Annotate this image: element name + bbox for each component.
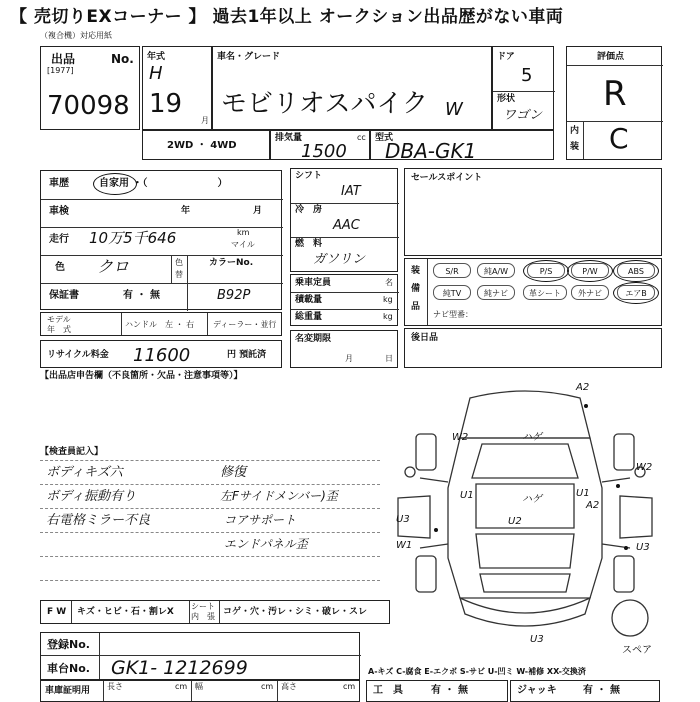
name-grade-box xyxy=(212,46,492,130)
mileage-label: 走行 xyxy=(49,234,69,245)
fuel-label: 燃 料 xyxy=(295,239,323,249)
name-change-day: 日 xyxy=(385,354,393,363)
shift-ac-fuel-box xyxy=(290,168,398,272)
inspector-right-line-4: エンドパネル歪 xyxy=(224,537,308,551)
inspector-left-line-3: 右電格ミラー不良 xyxy=(46,513,151,528)
color-value: クロ xyxy=(97,257,130,276)
recycle-suffix: 円 預託済 xyxy=(227,350,267,360)
color-no-label: カラーNo. xyxy=(209,258,254,268)
sheet-items: コゲ・穴・汚レ・シミ・破レ・スレ xyxy=(223,607,368,617)
dim-height-unit: cm xyxy=(343,682,356,691)
equip-power-steering: P/S xyxy=(527,263,565,278)
tools-value: 有 ・ 無 xyxy=(431,685,468,696)
grade-value: W xyxy=(445,99,463,120)
recycle-value: 11600 xyxy=(133,345,191,366)
warranty-value: 有 ・ 無 xyxy=(123,290,160,301)
diagram-mark-hage-top: ハゲ xyxy=(522,432,542,443)
equip-airbag-circle xyxy=(613,282,659,304)
year-value: 19 xyxy=(149,89,183,119)
later-date-label: 後日品 xyxy=(411,333,439,343)
interior-label-2: 装 xyxy=(570,142,580,152)
jack-label: ジャッキ xyxy=(517,685,557,696)
diagram-mark-u3-right: U3 xyxy=(636,542,650,553)
displacement-label: 排気量 xyxy=(275,133,303,143)
fuel-value: ガソリン xyxy=(313,252,366,267)
ac-label: 冷 房 xyxy=(295,205,323,215)
inspection-month-label: 月 xyxy=(253,206,263,216)
equip-alloy-wheel: 純A/W xyxy=(477,263,515,278)
ac-value: AAC xyxy=(333,218,360,233)
history-circle xyxy=(93,173,137,195)
sales-point-label: セールスポイント xyxy=(411,173,483,183)
history-label: 車歴 xyxy=(49,178,69,189)
shape-label: 形状 xyxy=(497,94,516,104)
gross-weight-unit: kg xyxy=(383,312,393,321)
model-label: 型式 xyxy=(375,133,394,143)
model-box xyxy=(370,130,554,163)
lot-small-code: [1977] xyxy=(47,66,74,75)
seller-notes-header: 【出品店申告欄（不良箇所・欠品・注意事項等）】 xyxy=(40,371,243,381)
inspector-right-line-1: 修復 xyxy=(220,465,247,480)
color-swap-label-1: 色 xyxy=(175,258,183,267)
name-value: モビリオスパイク xyxy=(221,89,428,119)
doors-value: 5 xyxy=(521,65,533,86)
equipment-box xyxy=(404,258,662,326)
inspector-right-line-2: 左Fサイドメンバー)歪 xyxy=(220,489,338,503)
tools-label: 工 具 xyxy=(373,685,403,696)
recycle-label: リサイクル料金 xyxy=(47,350,109,360)
color-label: 色 xyxy=(55,262,65,273)
drive-box xyxy=(142,130,270,160)
shape-value: ワゴン xyxy=(503,108,543,123)
navi-model-label: ナビ型番： xyxy=(433,310,473,319)
inspector-left-line-1: ボディキズ六 xyxy=(46,465,123,480)
load-unit: kg xyxy=(383,295,393,304)
spare-label: スペア xyxy=(622,645,652,656)
score-box xyxy=(566,46,662,160)
header-subnote: （複合機）対応用紙 xyxy=(40,31,112,40)
dim-length-label: 長さ xyxy=(107,682,123,691)
name-change-box xyxy=(290,330,398,368)
dim-length-unit: cm xyxy=(175,682,188,691)
dim-height-label: 高さ xyxy=(281,682,297,691)
name-change-label: 名変期限 xyxy=(295,334,332,344)
diagram-mark-a2-top: A2 xyxy=(576,382,590,393)
equip-power-window: P/W xyxy=(571,263,609,278)
load-label: 積載量 xyxy=(295,295,323,305)
inspection-year-label: 年 xyxy=(181,206,191,216)
equip-leather-seat: 革シート xyxy=(523,285,567,300)
lot-number: 70098 xyxy=(47,91,130,121)
diagram-mark-hage-center: ハゲ xyxy=(522,494,542,505)
equipment-label-1: 装 xyxy=(411,266,421,276)
lot-number-box xyxy=(40,46,140,130)
diagram-mark-w1: W1 xyxy=(396,540,413,551)
equip-pw-circle xyxy=(567,260,613,282)
displacement-value: 1500 xyxy=(301,141,347,162)
lot-no-label: No. xyxy=(111,52,134,66)
equip-sr: S/R xyxy=(433,263,471,278)
mileage-unit-km: km xyxy=(237,228,250,237)
equip-external-navi: 外ナビ xyxy=(571,285,609,300)
damage-legend: A-キズ C-腐食 E-エクボ S-サビ U-凹ミ W-補修 XX-交換済 xyxy=(368,667,586,676)
page-header: 【 売切りEXコーナー 】 過去1年以上 オークション出品歴がない車両 xyxy=(10,7,564,27)
diagram-mark-u1-left: U1 xyxy=(460,490,474,501)
equip-abs: ABS xyxy=(617,263,655,278)
fw-label: F W xyxy=(47,607,67,617)
displacement-unit: cc xyxy=(357,133,366,142)
fw-items: キズ・ヒビ・石・割レX xyxy=(77,607,174,617)
later-date-box xyxy=(404,328,662,368)
year-era: H xyxy=(149,63,163,84)
dim-width-label: 幅 xyxy=(195,682,203,691)
name-change-month: 月 xyxy=(345,354,353,363)
sales-point-box xyxy=(404,168,662,256)
history-value: 自家用 ・（ ） xyxy=(99,178,228,189)
inspector-right-line-3: コアサポート xyxy=(224,513,297,527)
equipment-label-3: 品 xyxy=(411,302,421,312)
shift-value: IAT xyxy=(341,184,361,199)
mileage-unit-mile: マイル xyxy=(231,240,255,249)
jack-value: 有 ・ 無 xyxy=(583,685,620,696)
doors-shape-box xyxy=(492,46,554,130)
model-year-box xyxy=(40,312,282,336)
score-label: 評価点 xyxy=(597,52,625,62)
color-no-value: B92P xyxy=(217,288,251,303)
capacity-label: 乗車定員 xyxy=(295,278,332,288)
jack-box xyxy=(510,680,660,702)
diagram-mark-u2: U2 xyxy=(508,516,522,527)
capacity-box xyxy=(290,274,398,326)
inspector-left-line-2: ボディ振動有り xyxy=(46,489,136,504)
score-value: R xyxy=(603,74,627,114)
diagram-mark-w2-left: W2 xyxy=(452,432,469,443)
diagram-mark-a2-right: A2 xyxy=(586,500,600,511)
year-month-label: 月 xyxy=(201,116,209,125)
dealer-value: ディーラー・並行 xyxy=(213,320,277,329)
model-year-label-1: モデル xyxy=(47,315,71,324)
inspector-header: 【検査員記入】 xyxy=(40,447,104,457)
equip-navi: 純ナビ xyxy=(477,285,515,300)
warranty-label: 保証書 xyxy=(49,290,79,301)
fw-sheet-box xyxy=(40,600,390,624)
gross-weight-label: 総重量 xyxy=(295,312,323,322)
recycle-box xyxy=(40,340,282,368)
equip-ps-circle xyxy=(523,260,569,282)
handle-value: ハンドル 左 ・ 右 xyxy=(125,320,195,329)
equipment-label-2: 備 xyxy=(411,284,421,294)
interior-label-1: 内 xyxy=(570,126,580,136)
displacement-box xyxy=(270,130,370,160)
equip-abs-circle xyxy=(613,260,659,282)
car-damage-diagram xyxy=(390,378,660,648)
year-box xyxy=(142,46,212,130)
dimensions-label: 車庫証明用 xyxy=(45,686,91,696)
lot-label: 出品 xyxy=(51,52,76,66)
drive-value: 2WD ・ 4WD xyxy=(167,140,237,151)
diagram-mark-w2-right: W2 xyxy=(636,462,653,473)
shift-label: シフト xyxy=(295,171,323,181)
sheet-label: シート xyxy=(191,602,215,611)
name-label: 車名・グレード xyxy=(217,52,281,62)
interior-value: C xyxy=(609,122,629,155)
year-label: 年式 xyxy=(147,52,166,62)
chassis-value: GK1- 1212699 xyxy=(111,657,248,679)
capacity-unit: 名 xyxy=(385,278,393,287)
registration-box xyxy=(40,632,360,680)
registration-label: 登録No. xyxy=(47,638,90,651)
dimensions-box xyxy=(40,680,360,702)
tools-box xyxy=(366,680,508,702)
doors-label: ドア xyxy=(497,52,515,62)
diagram-mark-u3-bottom: U3 xyxy=(530,634,544,645)
diagram-mark-u1-right: U1 xyxy=(576,488,590,499)
dim-width-unit: cm xyxy=(261,682,274,691)
equip-airbag: エアB xyxy=(617,285,655,300)
diagram-mark-u3-left: U3 xyxy=(396,514,410,525)
sheet-sub-label: 内 張 xyxy=(191,612,215,621)
model-year-label-2: 年 式 xyxy=(47,325,71,334)
chassis-label: 車台No. xyxy=(47,662,90,675)
model-value: DBA-GK1 xyxy=(385,139,477,163)
vehicle-info-box xyxy=(40,170,282,310)
equip-tv: 純TV xyxy=(433,285,471,300)
mileage-value: 10万5千646 xyxy=(89,229,177,247)
color-swap-label-2: 替 xyxy=(175,270,183,279)
inspection-label: 車検 xyxy=(49,206,69,217)
